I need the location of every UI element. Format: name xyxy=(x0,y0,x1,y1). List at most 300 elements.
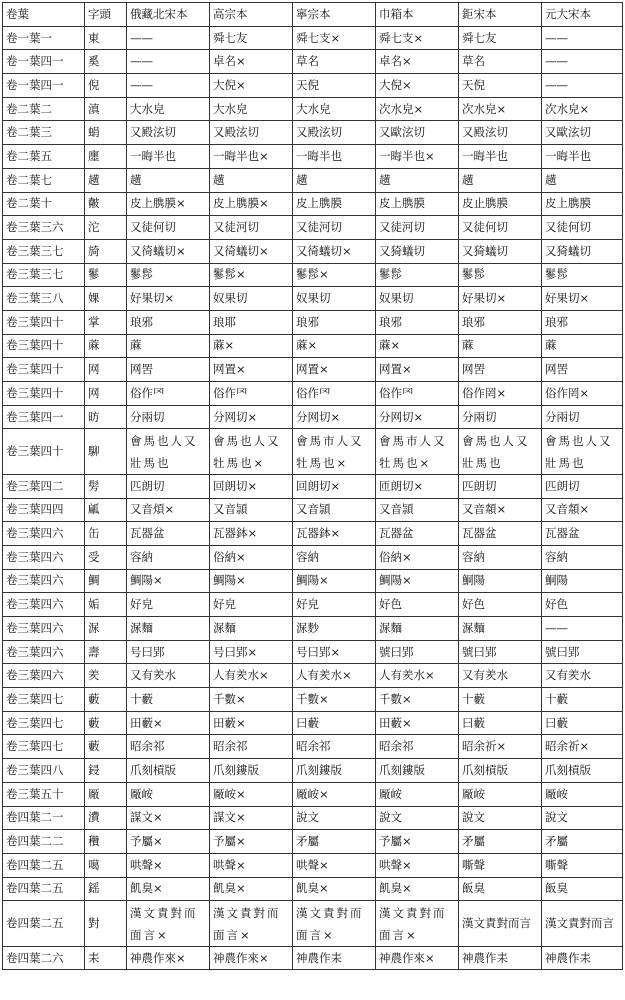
edition-reading-cell: 俗作罓 xyxy=(293,382,376,406)
edition-reading-cell: 千數× xyxy=(293,688,376,712)
edition-reading-cell: 又音煩× xyxy=(127,498,210,522)
edition-reading-cell: 又歐泫切 xyxy=(376,121,459,145)
edition-reading-cell: 昭余祁 xyxy=(127,735,210,759)
edition-reading-cell: 分兩切 xyxy=(542,405,623,429)
edition-reading-cell: 一晦半也× xyxy=(210,145,293,169)
edition-reading-cell: 又音頮× xyxy=(459,498,542,522)
volume-leaf-cell: 卷二葉三 xyxy=(3,121,85,145)
edition-reading-cell: 俗納× xyxy=(210,545,293,569)
volume-leaf-cell: 卷三葉四六 xyxy=(3,593,85,617)
column-header: 高宗本 xyxy=(210,3,293,27)
edition-reading-cell: 鬖髿 xyxy=(127,263,210,287)
edition-reading-cell: 琅邪 xyxy=(127,310,210,334)
volume-leaf-cell: 卷四葉二一 xyxy=(3,806,85,830)
edition-reading-cell: 又猗蟻切 xyxy=(459,239,542,263)
edition-reading-cell: 大倪× xyxy=(210,74,293,98)
edition-reading-cell: 說文 xyxy=(376,806,459,830)
headword-cell: 缶 xyxy=(85,522,127,546)
table-row xyxy=(3,946,623,970)
edition-reading-cell: 皮上䐪膜 xyxy=(293,192,376,216)
volume-leaf-cell: 卷三葉四六 xyxy=(3,664,85,688)
headword-cell: 婐 xyxy=(85,287,127,311)
edition-reading-cell: 會馬也人又牡馬也× xyxy=(210,429,293,475)
header-row xyxy=(3,3,623,27)
volume-leaf-cell: 卷三葉三七 xyxy=(3,263,85,287)
headword-cell: 穳 xyxy=(85,830,127,854)
edition-reading-cell: 趪 xyxy=(542,168,623,192)
edition-reading-cell: 网罟 xyxy=(459,358,542,382)
edition-reading-cell: 又音頮× xyxy=(542,498,623,522)
edition-reading-cell: 号曰郢× xyxy=(210,640,293,664)
edition-reading-cell: 厰峖× xyxy=(293,782,376,806)
headword-cell: 旑 xyxy=(85,239,127,263)
edition-reading-cell: 分网切× xyxy=(210,405,293,429)
volume-leaf-cell: 卷四葉二五 xyxy=(3,901,85,947)
table-row xyxy=(3,806,623,830)
volume-leaf-cell: 卷三葉四十 xyxy=(3,334,85,358)
edition-reading-cell: 謀文× xyxy=(127,806,210,830)
edition-reading-cell: 好皃 xyxy=(293,593,376,617)
edition-reading-cell: 次水皃× xyxy=(542,97,623,121)
headword-cell: 駠 xyxy=(85,429,127,475)
edition-reading-cell: 网罟 xyxy=(542,358,623,382)
volume-leaf-cell: 卷四葉二五 xyxy=(3,853,85,877)
edition-reading-cell: 田藪× xyxy=(210,711,293,735)
table-row xyxy=(3,688,623,712)
edition-reading-cell: 昭余祁 xyxy=(376,735,459,759)
edition-reading-cell: 十藪 xyxy=(127,688,210,712)
edition-reading-cell: 琅邪 xyxy=(293,310,376,334)
edition-reading-cell: 人有羑水× xyxy=(210,664,293,688)
edition-reading-cell: 矛屬 xyxy=(542,830,623,854)
edition-reading-cell: 鯛陽× xyxy=(376,569,459,593)
table-row xyxy=(3,877,623,901)
headword-cell: 鬖 xyxy=(85,263,127,287)
edition-reading-cell: —— xyxy=(127,50,210,74)
edition-reading-cell: 大水皃 xyxy=(293,97,376,121)
edition-reading-cell: —— xyxy=(542,74,623,98)
edition-reading-cell: 好皃 xyxy=(127,593,210,617)
table-row xyxy=(3,192,623,216)
headword-cell: 㼐 xyxy=(85,498,127,522)
edition-reading-cell: 千數× xyxy=(210,688,293,712)
edition-reading-cell: 皮上䐪膜× xyxy=(127,192,210,216)
edition-reading-cell: 㳮麵 xyxy=(127,617,210,641)
edition-reading-cell: 好皃 xyxy=(210,593,293,617)
headword-cell: 鎐 xyxy=(85,877,127,901)
table-row xyxy=(3,97,623,121)
volume-leaf-cell: 卷一葉四一 xyxy=(3,74,85,98)
edition-reading-cell: 俗作罓 xyxy=(210,382,293,406)
edition-reading-cell: 神農作來× xyxy=(127,946,210,970)
headword-cell: 廛 xyxy=(85,145,127,169)
edition-reading-cell: 瓦器盆 xyxy=(376,522,459,546)
volume-leaf-cell: 卷三葉四一 xyxy=(3,405,85,429)
edition-reading-cell: 又歐泫切 xyxy=(542,121,623,145)
edition-reading-cell: 漢文責對而言 xyxy=(542,901,623,947)
edition-reading-cell: 舜七友 xyxy=(210,26,293,50)
headword-cell: 姤 xyxy=(85,593,127,617)
headword-cell: 网 xyxy=(85,358,127,382)
edition-reading-cell: 昭余祁 xyxy=(293,735,376,759)
edition-reading-cell: 回朗切× xyxy=(210,474,293,498)
headword-cell: 滇 xyxy=(85,97,127,121)
edition-reading-cell: 哄聲× xyxy=(127,853,210,877)
edition-reading-cell: 又音頴 xyxy=(293,498,376,522)
volume-leaf-cell: 卷二葉五 xyxy=(3,145,85,169)
edition-reading-cell: 會馬也人又壯馬也 xyxy=(542,429,623,475)
edition-reading-cell: 爪刻槓版 xyxy=(542,759,623,783)
table-row xyxy=(3,50,623,74)
edition-reading-cell: 蔴× xyxy=(210,334,293,358)
edition-reading-cell: 草名 xyxy=(293,50,376,74)
edition-reading-cell: 奴果切 xyxy=(293,287,376,311)
edition-reading-cell: 琅邪 xyxy=(542,310,623,334)
edition-reading-cell: 㳮麵 xyxy=(210,617,293,641)
edition-reading-cell: 网罟 xyxy=(127,358,210,382)
headword-cell: 沱 xyxy=(85,216,127,240)
edition-reading-cell: 又徒何切 xyxy=(127,216,210,240)
headword-cell: 蜎 xyxy=(85,121,127,145)
edition-reading-cell: 又猗蟻切 xyxy=(376,239,459,263)
headword-cell: 對 xyxy=(85,901,127,947)
edition-reading-cell: 奴果切 xyxy=(376,287,459,311)
edition-reading-cell: 田藪× xyxy=(127,711,210,735)
headword-cell: 髣 xyxy=(85,474,127,498)
edition-reading-cell: 俗納× xyxy=(376,545,459,569)
edition-reading-cell: 漢文責對而面言× xyxy=(127,901,210,947)
headword-cell: 噶 xyxy=(85,853,127,877)
volume-leaf-cell: 卷三葉四七 xyxy=(3,711,85,735)
table-row xyxy=(3,901,623,947)
edition-reading-cell: 瓦器鉢× xyxy=(210,522,293,546)
volume-leaf-cell: 卷一葉一 xyxy=(3,26,85,50)
edition-reading-cell: 蔴× xyxy=(293,334,376,358)
edition-reading-cell: 飯臭 xyxy=(459,877,542,901)
headword-cell: 受 xyxy=(85,545,127,569)
edition-reading-cell: 蔴× xyxy=(376,334,459,358)
volume-leaf-cell: 卷三葉三八 xyxy=(3,287,85,311)
table-row xyxy=(3,358,623,382)
edition-reading-cell: 神農作耒 xyxy=(542,946,623,970)
edition-reading-cell: 爪刻鏤版 xyxy=(376,759,459,783)
headword-cell: 㵒 xyxy=(85,806,127,830)
edition-reading-cell: 俗作罔× xyxy=(459,382,542,406)
edition-reading-cell: 神農作耒 xyxy=(293,946,376,970)
edition-reading-cell: 皮上䐪膜 xyxy=(542,192,623,216)
table-row xyxy=(3,145,623,169)
edition-reading-cell: 皮上䐪膜× xyxy=(210,192,293,216)
edition-reading-cell: 十藪 xyxy=(542,688,623,712)
headword-cell: 藪 xyxy=(85,711,127,735)
headword-cell: 皾 xyxy=(85,192,127,216)
table-row xyxy=(3,121,623,145)
edition-reading-cell: 飢臭× xyxy=(210,877,293,901)
edition-reading-cell: 一晦半也 xyxy=(293,145,376,169)
volume-leaf-cell: 卷三葉四十 xyxy=(3,358,85,382)
edition-reading-cell: 分兩切 xyxy=(127,405,210,429)
volume-leaf-cell: 卷一葉四一 xyxy=(3,50,85,74)
headword-cell: 藪 xyxy=(85,688,127,712)
volume-leaf-cell: 卷三葉三六 xyxy=(3,216,85,240)
edition-reading-cell: 大水皃 xyxy=(210,97,293,121)
edition-reading-cell: 好色 xyxy=(459,593,542,617)
edition-reading-cell: 好果切× xyxy=(459,287,542,311)
edition-reading-cell: 又有羑水 xyxy=(459,664,542,688)
edition-reading-cell: 好色 xyxy=(376,593,459,617)
edition-reading-cell: 容納 xyxy=(127,545,210,569)
edition-reading-cell: —— xyxy=(542,50,623,74)
headword-cell: 東 xyxy=(85,26,127,50)
edition-reading-cell: 瓦器鉢× xyxy=(293,522,376,546)
headword-cell: 倪 xyxy=(85,74,127,98)
column-header: 寧宗本 xyxy=(293,3,376,27)
edition-reading-cell: 号曰郢 xyxy=(127,640,210,664)
headword-cell: 藪 xyxy=(85,735,127,759)
edition-reading-cell: 千數× xyxy=(376,688,459,712)
headword-cell: 蔴 xyxy=(85,334,127,358)
table-row xyxy=(3,74,623,98)
headword-cell: 耒 xyxy=(85,946,127,970)
volume-leaf-cell: 卷三葉四六 xyxy=(3,569,85,593)
edition-reading-cell: 又殿泫切 xyxy=(459,121,542,145)
volume-leaf-cell: 卷三葉四四 xyxy=(3,498,85,522)
edition-reading-cell: —— xyxy=(542,26,623,50)
headword-cell: 㳮 xyxy=(85,617,127,641)
edition-reading-cell: 匝朗切× xyxy=(376,474,459,498)
edition-reading-cell: 又徒何切 xyxy=(542,216,623,240)
edition-reading-cell: 蔴 xyxy=(127,334,210,358)
edition-reading-cell: 琅耶 xyxy=(210,310,293,334)
volume-leaf-cell: 卷三葉三七 xyxy=(3,239,85,263)
column-header: 巾箱本 xyxy=(376,3,459,27)
edition-reading-cell: 予屬× xyxy=(210,830,293,854)
edition-reading-cell: 俗作罓 xyxy=(376,382,459,406)
headword-cell: 羑 xyxy=(85,664,127,688)
edition-reading-cell: 又殿泫切 xyxy=(210,121,293,145)
edition-reading-cell: 次水皃× xyxy=(459,97,542,121)
table-row xyxy=(3,310,623,334)
edition-reading-cell: 又有羑水 xyxy=(542,664,623,688)
headword-cell: 奚 xyxy=(85,50,127,74)
column-header: 字頭 xyxy=(85,3,127,27)
edition-reading-cell: 一晦半也× xyxy=(376,145,459,169)
edition-reading-cell: 爪刻鏤版 xyxy=(293,759,376,783)
edition-reading-cell: 謀文× xyxy=(210,806,293,830)
edition-reading-cell: —— xyxy=(542,617,623,641)
edition-reading-cell: 鮦陽 xyxy=(542,569,623,593)
table-row xyxy=(3,522,623,546)
table-row xyxy=(3,263,623,287)
edition-reading-cell: 鬖髿 xyxy=(376,263,459,287)
edition-reading-cell: 舜七友 xyxy=(459,26,542,50)
edition-reading-cell: 卓名× xyxy=(376,50,459,74)
edition-reading-cell: 匹朗切 xyxy=(542,474,623,498)
table-row xyxy=(3,168,623,192)
table-row xyxy=(3,216,623,240)
edition-reading-cell: 厰峖 xyxy=(459,782,542,806)
edition-reading-cell: 矛屬 xyxy=(293,830,376,854)
edition-reading-cell: 回朗切× xyxy=(293,474,376,498)
edition-reading-cell: 又徒何切 xyxy=(459,216,542,240)
edition-reading-cell: 次水皃× xyxy=(376,97,459,121)
table-row xyxy=(3,382,623,406)
edition-reading-cell: 好色 xyxy=(542,593,623,617)
edition-reading-cell: 又徒河切 xyxy=(210,216,293,240)
edition-reading-cell: 漢文責對而面言× xyxy=(376,901,459,947)
volume-leaf-cell: 卷三葉四六 xyxy=(3,545,85,569)
table-body xyxy=(3,26,623,970)
edition-reading-cell: 琅邪 xyxy=(376,310,459,334)
edition-reading-cell: 匹朗切 xyxy=(459,474,542,498)
edition-reading-cell: 趪 xyxy=(459,168,542,192)
edition-reading-cell: 鯛陽× xyxy=(293,569,376,593)
edition-reading-cell: 人有羑水× xyxy=(376,664,459,688)
table-row xyxy=(3,830,623,854)
headword-cell: 昉 xyxy=(85,405,127,429)
edition-reading-cell: 琅邪 xyxy=(459,310,542,334)
edition-reading-cell: —— xyxy=(127,74,210,98)
edition-reading-cell: 网置× xyxy=(210,358,293,382)
table-row xyxy=(3,239,623,263)
table-row xyxy=(3,405,623,429)
edition-reading-cell: 㳮麨 xyxy=(293,617,376,641)
edition-reading-cell: 哄聲× xyxy=(210,853,293,877)
volume-leaf-cell: 卷三葉四六 xyxy=(3,522,85,546)
edition-reading-cell: 分兩切 xyxy=(459,405,542,429)
edition-reading-cell: 說文 xyxy=(459,806,542,830)
edition-reading-cell: 嘶聲 xyxy=(459,853,542,877)
headword-cell: 掌 xyxy=(85,310,127,334)
edition-reading-cell: 一晦半也 xyxy=(542,145,623,169)
edition-reading-cell: 號曰郢 xyxy=(542,640,623,664)
edition-reading-cell: 十藪 xyxy=(459,688,542,712)
edition-reading-cell: 㳮麵 xyxy=(376,617,459,641)
table-row xyxy=(3,782,623,806)
edition-reading-cell: 厰峖 xyxy=(127,782,210,806)
collation-table-wrapper xyxy=(2,2,623,970)
table-row xyxy=(3,287,623,311)
table-row xyxy=(3,853,623,877)
edition-reading-cell: 厰峖 xyxy=(542,782,623,806)
edition-reading-cell: 容納 xyxy=(459,545,542,569)
volume-leaf-cell: 卷三葉四十 xyxy=(3,310,85,334)
edition-reading-cell: 蔴 xyxy=(459,334,542,358)
table-row xyxy=(3,593,623,617)
edition-reading-cell: 趪 xyxy=(210,168,293,192)
edition-reading-cell: 鬖髿 xyxy=(542,263,623,287)
edition-reading-cell: 瓦器盆 xyxy=(459,522,542,546)
edition-reading-cell: 曰藪 xyxy=(293,711,376,735)
edition-reading-cell: 好果切× xyxy=(542,287,623,311)
edition-reading-cell: 說文 xyxy=(293,806,376,830)
table-row xyxy=(3,26,623,50)
volume-leaf-cell: 卷四葉二六 xyxy=(3,946,85,970)
collation-table xyxy=(2,2,623,970)
edition-reading-cell: 又猗蟻切 xyxy=(542,239,623,263)
edition-reading-cell: 爪刻槓版 xyxy=(459,759,542,783)
edition-reading-cell: 神農作耒 xyxy=(459,946,542,970)
edition-reading-cell: 昭余祈× xyxy=(542,735,623,759)
edition-reading-cell: 俗作罓 xyxy=(127,382,210,406)
headword-cell: 鋟 xyxy=(85,759,127,783)
headword-cell: 趪 xyxy=(85,168,127,192)
edition-reading-cell: 分网切× xyxy=(293,405,376,429)
edition-reading-cell: 會馬也人又壯馬也 xyxy=(127,429,210,475)
edition-reading-cell: 又徛蟻切× xyxy=(293,239,376,263)
volume-leaf-cell: 卷三葉四十 xyxy=(3,429,85,475)
edition-reading-cell: 网置× xyxy=(293,358,376,382)
edition-reading-cell: 鯛陽× xyxy=(210,569,293,593)
edition-reading-cell: 漢文責對而言 xyxy=(459,901,542,947)
table-row xyxy=(3,664,623,688)
edition-reading-cell: 又徒河切 xyxy=(376,216,459,240)
column-header: 鉅宋本 xyxy=(459,3,542,27)
table-row xyxy=(3,334,623,358)
edition-reading-cell: 又音頴 xyxy=(376,498,459,522)
edition-reading-cell: 哄聲× xyxy=(376,853,459,877)
edition-reading-cell: 号曰郢× xyxy=(293,640,376,664)
table-row xyxy=(3,735,623,759)
headword-cell: 网 xyxy=(85,382,127,406)
edition-reading-cell: 爪刻槓版 xyxy=(127,759,210,783)
edition-reading-cell: 皮止䐪膜 xyxy=(459,192,542,216)
volume-leaf-cell: 卷三葉四八 xyxy=(3,759,85,783)
headword-cell: 鯛 xyxy=(85,569,127,593)
edition-reading-cell: 又殿泫切 xyxy=(127,121,210,145)
edition-reading-cell: —— xyxy=(127,26,210,50)
table-row xyxy=(3,429,623,475)
edition-reading-cell: 皮上䐪膜 xyxy=(376,192,459,216)
edition-reading-cell: 田藪× xyxy=(376,711,459,735)
edition-reading-cell: 容納 xyxy=(293,545,376,569)
volume-leaf-cell: 卷二葉十 xyxy=(3,192,85,216)
edition-reading-cell: 會馬市人又牡馬也× xyxy=(293,429,376,475)
edition-reading-cell: 趪 xyxy=(376,168,459,192)
volume-leaf-cell: 卷三葉四六 xyxy=(3,617,85,641)
edition-reading-cell: 飢臭× xyxy=(127,877,210,901)
edition-reading-cell: 大水皃 xyxy=(127,97,210,121)
edition-reading-cell: 舜七支× xyxy=(376,26,459,50)
edition-reading-cell: 卓名× xyxy=(210,50,293,74)
edition-reading-cell: 又徒河切 xyxy=(293,216,376,240)
volume-leaf-cell: 卷三葉四十 xyxy=(3,382,85,406)
edition-reading-cell: 厰峖 xyxy=(376,782,459,806)
edition-reading-cell: 又殿泫切 xyxy=(293,121,376,145)
edition-reading-cell: 趪 xyxy=(293,168,376,192)
edition-reading-cell: 舜七支× xyxy=(293,26,376,50)
edition-reading-cell: 神農作來× xyxy=(376,946,459,970)
table-row xyxy=(3,759,623,783)
edition-reading-cell: 㳮麵 xyxy=(459,617,542,641)
edition-reading-cell: 飯臭 xyxy=(542,877,623,901)
table-row xyxy=(3,617,623,641)
edition-reading-cell: 飢臭× xyxy=(376,877,459,901)
volume-leaf-cell: 卷三葉四七 xyxy=(3,688,85,712)
edition-reading-cell: 會馬也人又壯馬也 xyxy=(459,429,542,475)
volume-leaf-cell: 卷四葉二五 xyxy=(3,877,85,901)
column-header: 卷葉 xyxy=(3,3,85,27)
edition-reading-cell: 予屬× xyxy=(127,830,210,854)
edition-reading-cell: 蔴 xyxy=(542,334,623,358)
edition-reading-cell: 鬖髿× xyxy=(293,263,376,287)
edition-reading-cell: 天倪 xyxy=(293,74,376,98)
edition-reading-cell: 飢臭× xyxy=(293,877,376,901)
edition-reading-cell: 鬖髿 xyxy=(459,263,542,287)
edition-reading-cell: 又音頴 xyxy=(210,498,293,522)
edition-reading-cell: 好果切× xyxy=(127,287,210,311)
column-header: 元大宋本 xyxy=(542,3,623,27)
